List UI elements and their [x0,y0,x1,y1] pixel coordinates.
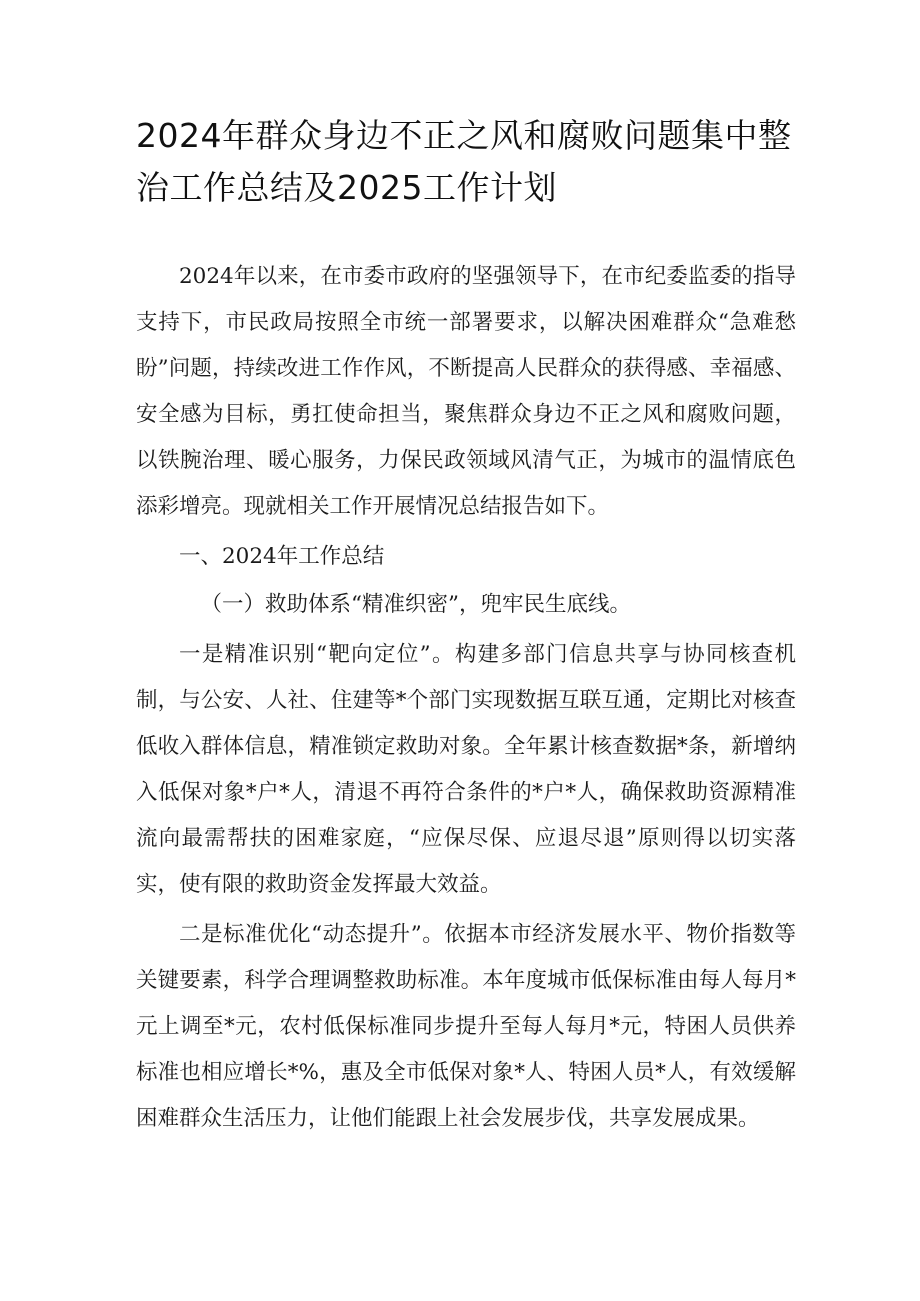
intro-paragraph: 2024年以来，在市委市政府的坚强领导下，在市纪委监委的指导支持下，市民政局按照全市统一部署要求，以解决困难群众“急难愁盼”问题，持续改进工作作风，不断提高人民群众的获得感、幸福感、安全感为目标，勇扛使命担当，聚焦群众身边不正之风和腐败问题，以铁腕治理、暖心服务，力保民政领域风清气正，为城市的温情底色添彩增亮。现就相关工作开展情况总结报告如下。 [136,264,796,519]
section-heading: 一、2024年工作总结 [179,544,385,569]
body-paragraph-2: 二是标准优化“动态提升”。依据本市经济发展水平、物价指数等关键要素，科学合理调整救助标准。本年度城市低保标准由每人每月*元上调至*元，农村低保标准同步提升至每人每月*元，特困人员供养标准也相应增长*%，惠及全市低保对象*人、特困人员*人，有效缓解困难群众生活压力，让他们能跟上社会发展步伐，共享发展成果。 [136,922,796,1131]
body-paragraph-1: 一是精准识别“靶向定位”。构建多部门信息共享与协同核查机制，与公安、人社、住建等*个部门实现数据互联互通，定期比对核查低收入群体信息，精准锁定救助对象。全年累计核查数据*条，新增纳入低保对象*户*人，清退不再符合条件的*户*人，确保救助资源精准流向最需帮扶的困难家庭，“应保尽保、应退尽退”原则得以切实落实，使有限的救助资金发挥最大效益。 [136,642,796,897]
document-body [136,254,796,1142]
document-title: 2024年群众身边不正之风和腐败问题集中整治工作总结及2025工作计划 [136,116,792,207]
subsection-heading: （一）救助体系“精准织密”，兜牢民生底线。 [200,592,631,617]
